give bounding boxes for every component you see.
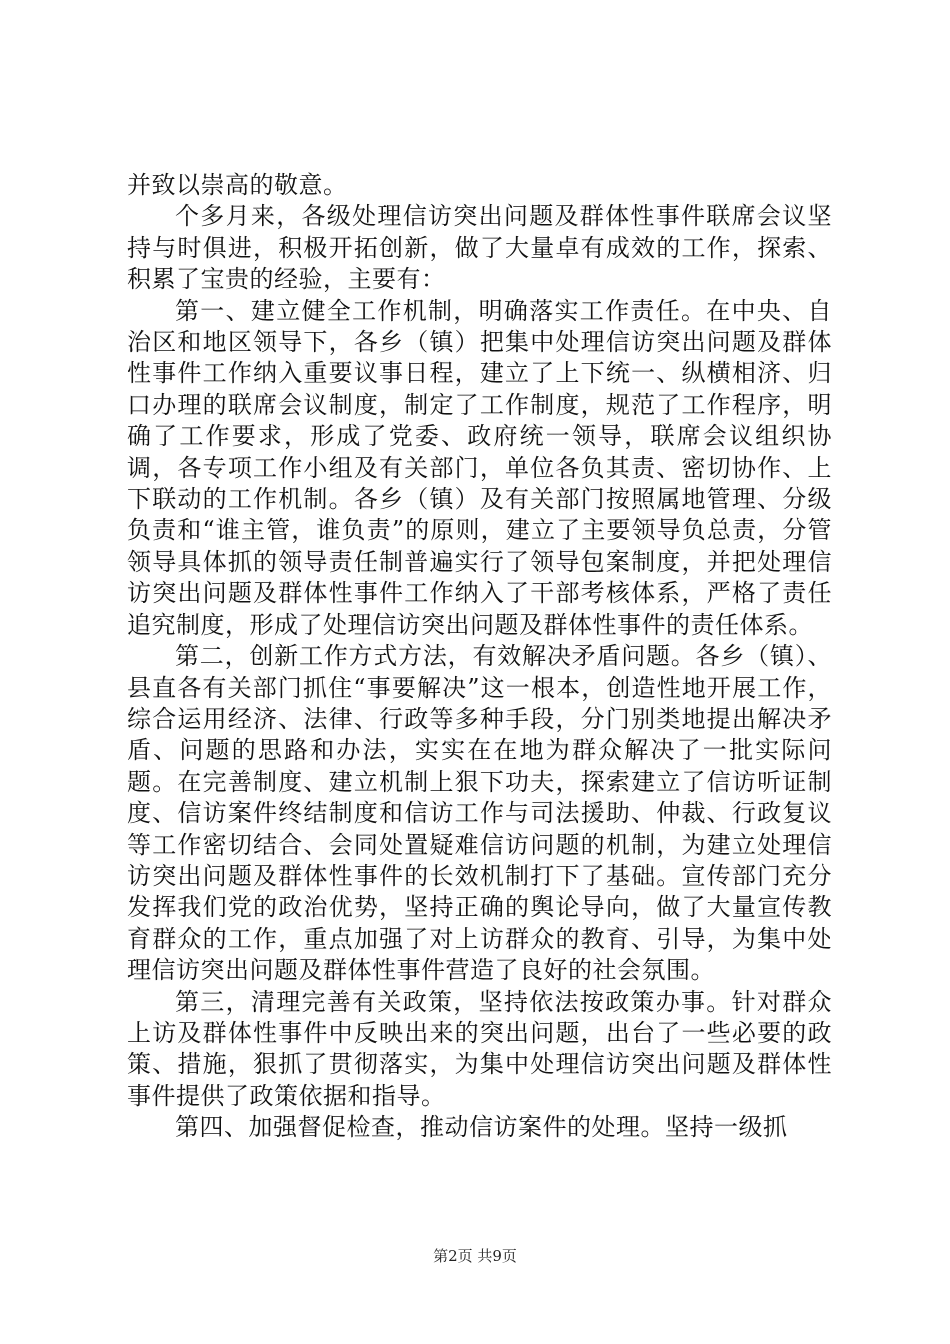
paragraph-third: 第三，清理完善有关政策，坚持依法按政策办事。针对群众上访及群体性事件中反映出来的突出问题，出台了一些必要的政策、措施，狠抓了贯彻落实，为集中处理信访突出问题及群体性事件提供了政策依据和指导。 [127,987,832,1110]
paragraph-first: 第一、建立健全工作机制，明确落实工作责任。在中央、自治区和地区领导下，各乡（镇）把集中处理信访突出问题及群体性事件工作纳入重要议事日程，建立了上下统一、纵横相济、归口办理的联席会议制度，制定了工作制度，规范了工作程序，明确了工作要求，形成了党委、政府统一领导，联席会议组织协调，各专项工作小组及有关部门，单位各负其责、密切协作、上下联动的工作机制。各乡（镇）及有关部门按照属地管理、分级负责和“谁主管，谁负责”的原则，建立了主要领导负总责，分管领导具体抓的领导责任制普遍实行了领导包案制度，并把处理信访突出问题及群体性事件工作纳入了干部考核体系，严格了责任追究制度，形成了处理信访突出问题及群体性事件的责任体系。 [127,296,832,639]
paragraph-continuation: 并致以崇高的敬意。 [127,171,348,199]
page-number-footer: 第2页 共9页 [433,1247,517,1265]
document-body [127,170,832,1144]
paragraph-fourth: 第四、加强督促检查，推动信访案件的处理。坚持一级抓 [175,1113,788,1142]
paragraph-second: 第二，创新工作方式方法，有效解决矛盾问题。各乡（镇）、县直各有关部门抓住“事要解决”这一根本，创造性地开展工作，综合运用经济、法律、行政等多种手段，分门别类地提出解决矛盾、问题的思路和办法，实实在在地为群众解决了一批实际问题。在完善制度、建立机制上狠下功夫，探索建立了信访听证制度、信访案件终结制度和信访工作与司法援助、仲裁、行政复议等工作密切结合、会同处置疑难信访问题的机制，为建立处理信访突出问题及群体性事件的长效机制打下了基础。宣传部门充分发挥我们党的政治优势，坚持正确的舆论导向，做了大量宣传教育群众的工作，重点加强了对上访群众的教育、引导，为集中处理信访突出问题及群体性事件营造了良好的社会氛围。 [127,642,832,985]
paragraph-intro: 个多月来，各级处理信访突出问题及群体性事件联席会议坚持与时俱进，积极开拓创新，做了大量卓有成效的工作，探索、积累了宝贵的经验，主要有： [127,202,832,294]
